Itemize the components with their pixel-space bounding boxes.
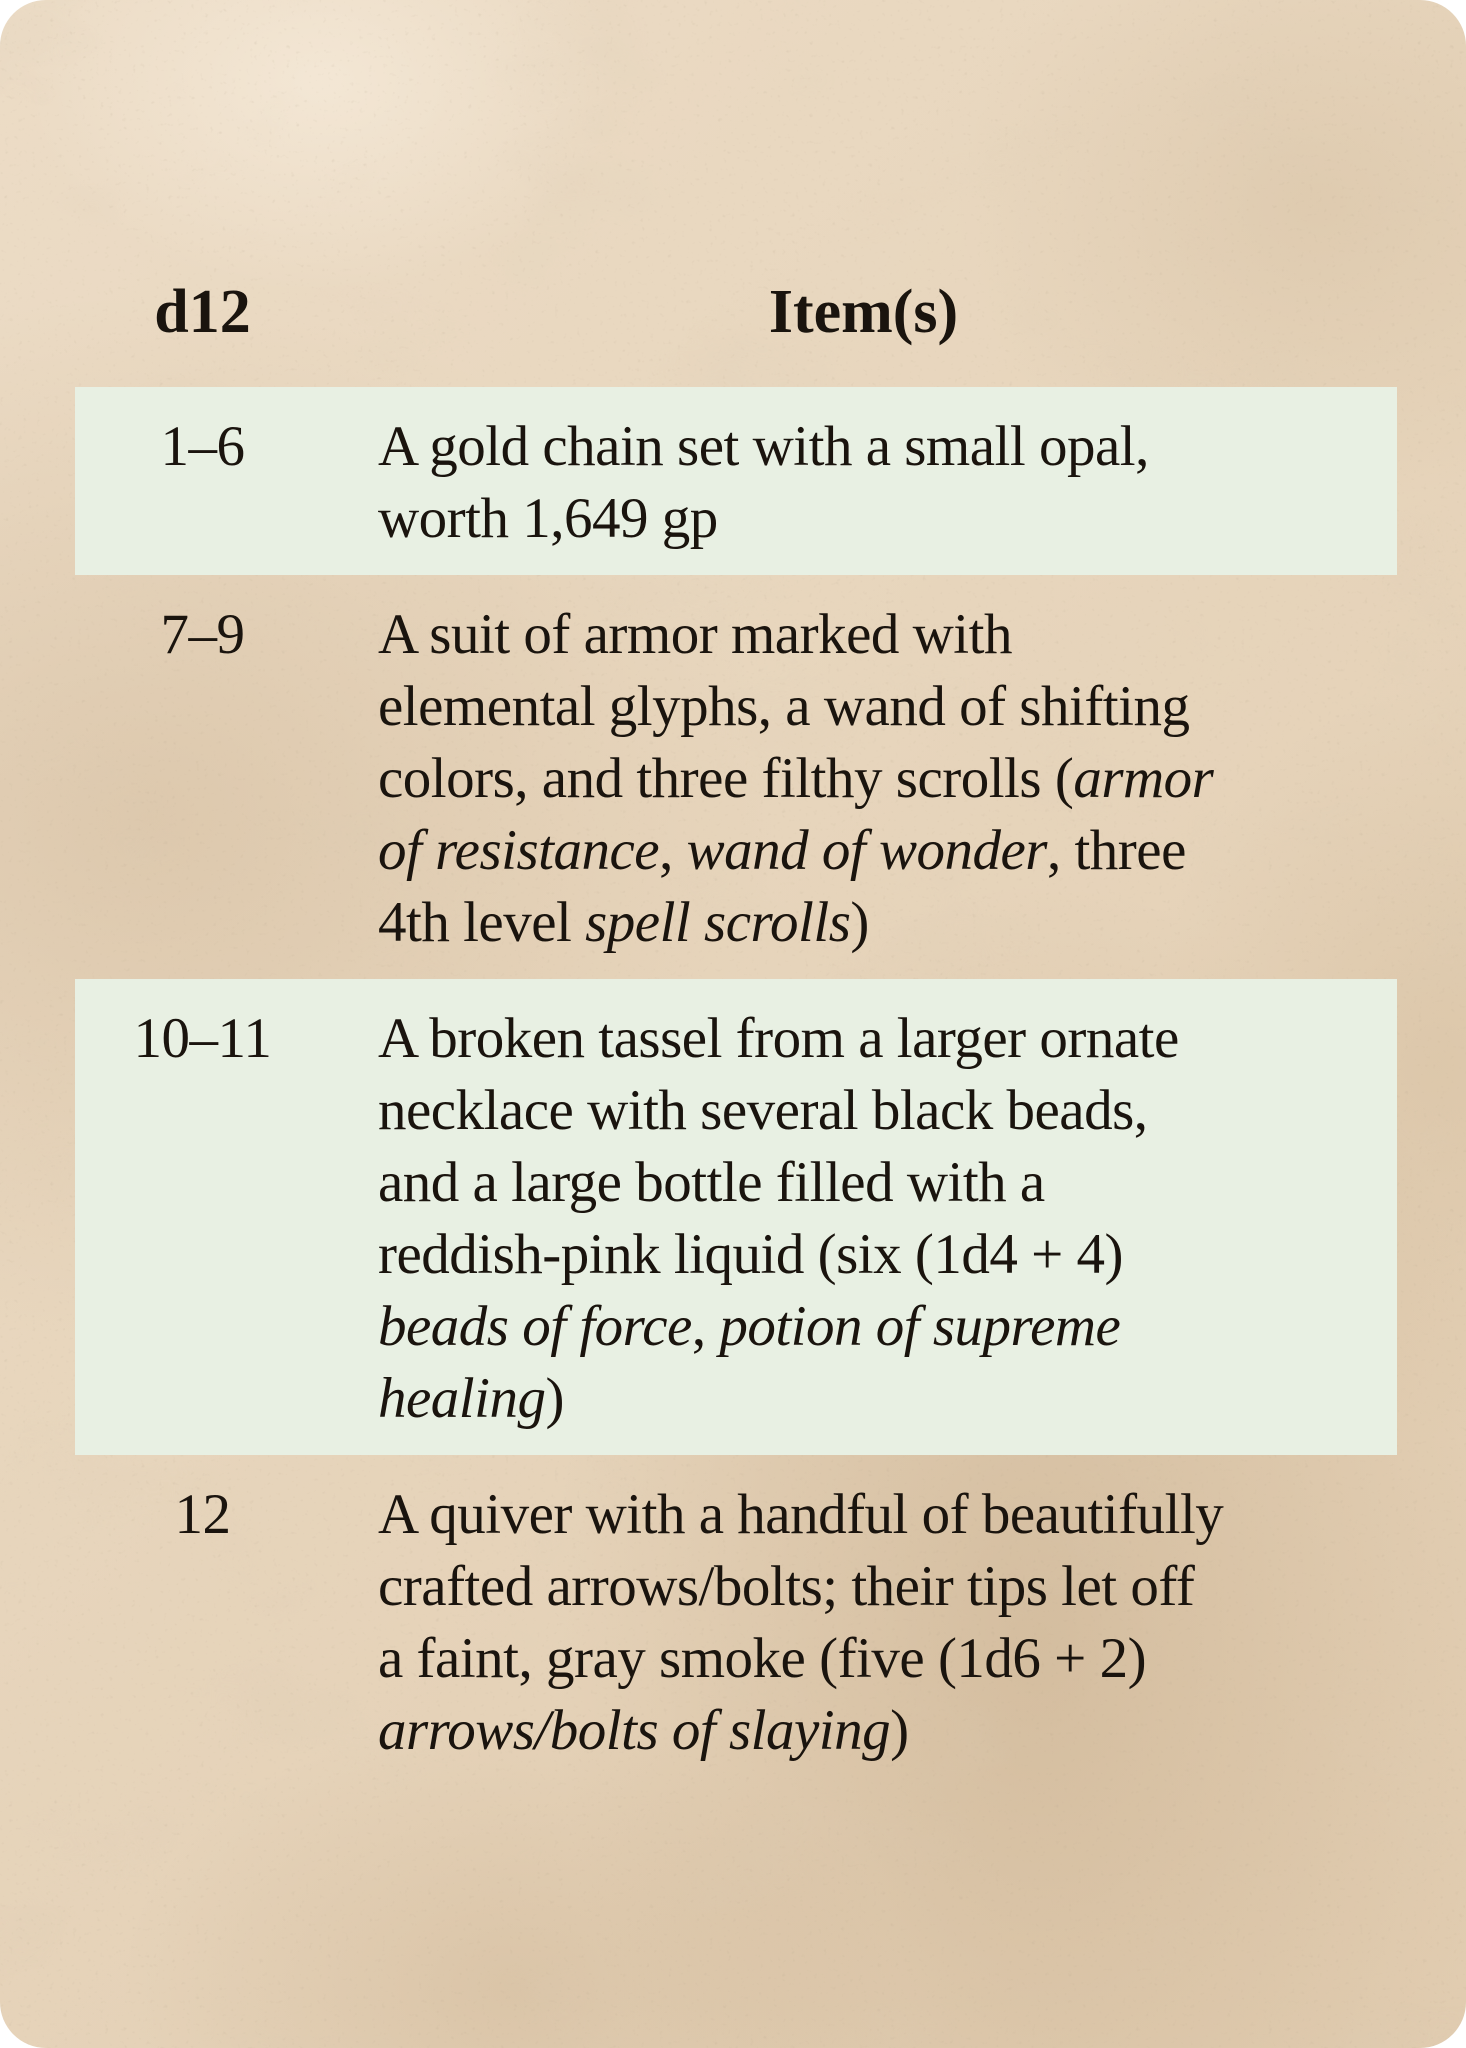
item-description: A broken tassel from a larger ornate necklace with several black beads, and a large bottle filled with a reddish-pink liquid (six (1d4 + 4) beads of force, potion of supreme healing) [378, 1007, 1179, 1430]
table-row [75, 1455, 1397, 1787]
item-description: A quiver with a handful of beautifully crafted arrows/bolts; their tips let off a faint, gray smoke (five (1d6 + 2) arrows/bolts of slaying) [378, 1483, 1224, 1762]
table-row [75, 387, 1397, 575]
dice-range: 12 [174, 1483, 231, 1546]
item-description: A suit of armor marked with elemental glyphs, a wand of shifting colors, and three filthy scrolls (armor of resistance, wand of wonder, three 4th level spell scrolls) [378, 603, 1214, 954]
table-header-dice: d12 [154, 278, 251, 346]
dice-range: 10–11 [133, 1007, 272, 1070]
dice-range: 1–6 [160, 415, 245, 478]
table-header-row [75, 278, 1397, 387]
table-row [75, 979, 1397, 1455]
table-header-items: Item(s) [768, 278, 959, 346]
loot-table-rows [75, 387, 1397, 1787]
item-description: A gold chain set with a small opal, worth 1,649 gp [378, 415, 1149, 550]
loot-table [75, 278, 1397, 1787]
dice-range: 7–9 [160, 603, 245, 666]
table-row [75, 575, 1397, 979]
